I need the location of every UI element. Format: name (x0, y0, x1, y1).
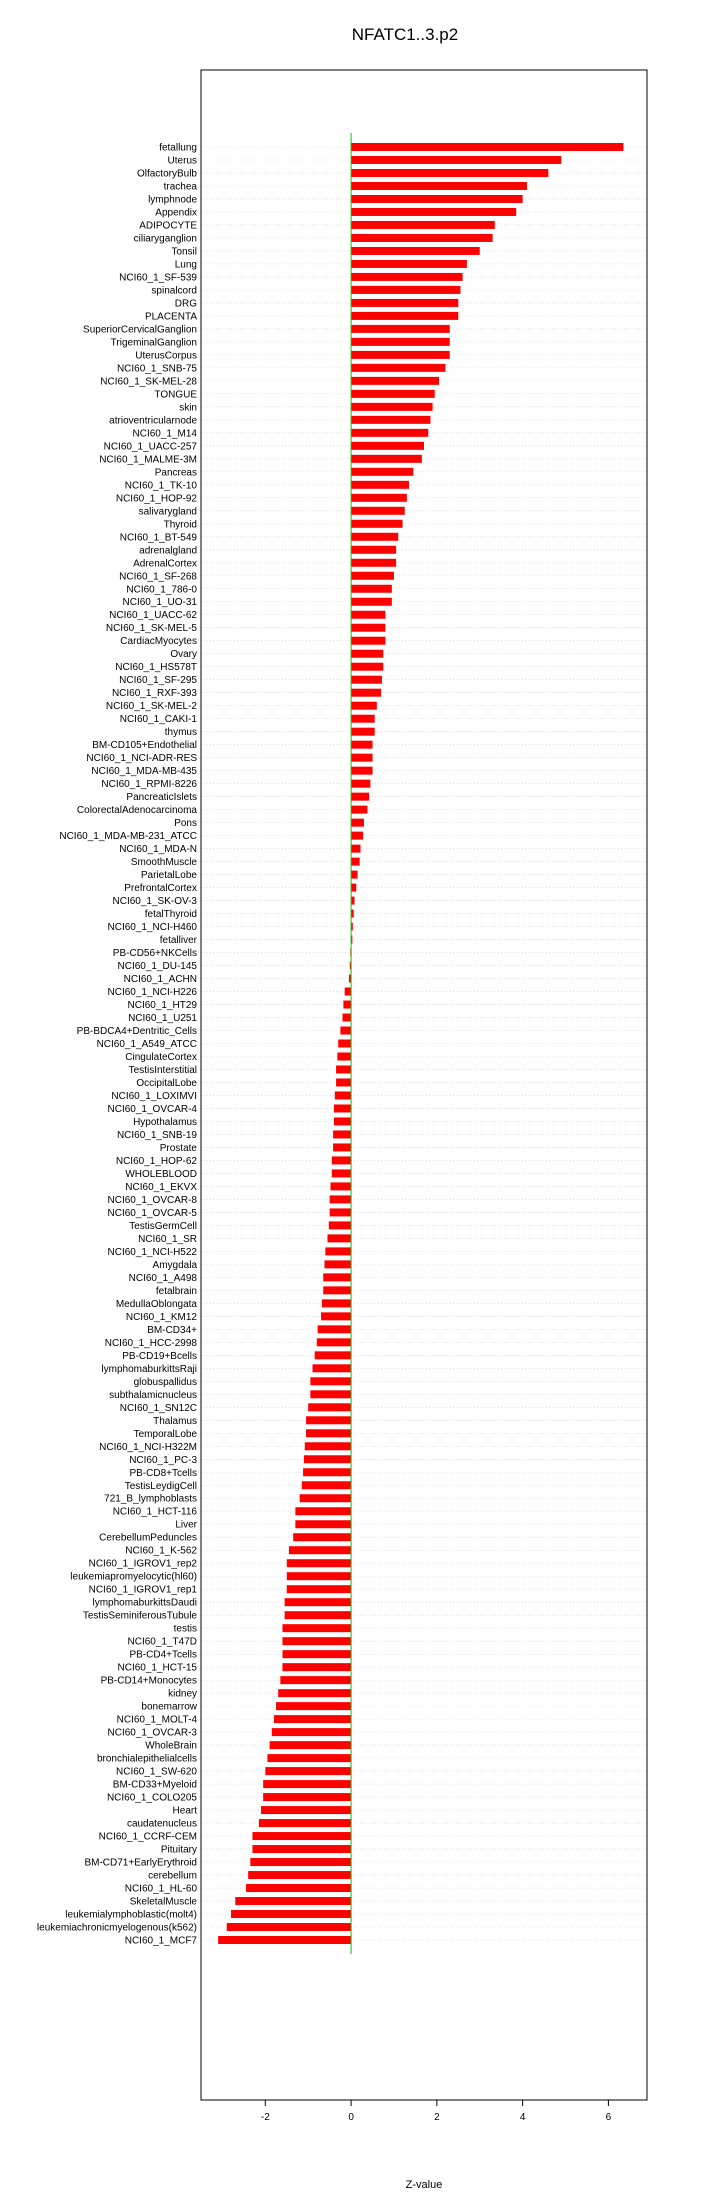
bar (302, 1481, 351, 1489)
category-label: leukemiapromyelocytic(hl60) (70, 1571, 197, 1583)
bar (330, 1195, 351, 1203)
category-label: ColorectalAdenocarcinoma (76, 805, 197, 817)
category-label: WHOLEBLOOD (125, 1168, 197, 1180)
bar (265, 1767, 351, 1775)
bar (351, 806, 367, 814)
bar (351, 819, 364, 827)
category-label: globuspallidus (133, 1376, 197, 1388)
bar (351, 338, 450, 346)
category-label: PB-CD4+Tcells (129, 1649, 197, 1661)
category-label: leukemiachronicmyelogenous(k562) (36, 1922, 197, 1934)
category-label: atrioventricularnode (109, 415, 197, 427)
category-label: Thalamus (153, 1415, 197, 1427)
category-label: Prostate (159, 1142, 197, 1154)
category-label: cerebellum (148, 1870, 197, 1882)
x-tick-label: 6 (605, 2112, 612, 2123)
bar (351, 156, 561, 164)
bar (351, 624, 385, 632)
bar (351, 546, 396, 554)
bar (351, 845, 360, 853)
category-label: BM-CD34+ (147, 1324, 197, 1336)
bar (287, 1572, 351, 1580)
bar (351, 598, 392, 606)
category-label: NCI60_1_T47D (127, 1636, 197, 1648)
category-label: NCI60_1_BT-549 (119, 532, 197, 544)
bar (263, 1780, 351, 1788)
bar (334, 1117, 351, 1125)
category-label: NCI60_1_MCF7 (124, 1935, 197, 1947)
category-label: Uterus (167, 155, 197, 167)
bar (235, 1897, 351, 1905)
category-label: WholeBrain (145, 1740, 197, 1752)
category-label: BM-CD105+Endothelial (92, 740, 197, 752)
category-label: NCI60_1_KM12 (125, 1311, 197, 1323)
category-label: NCI60_1_UACC-257 (103, 441, 197, 453)
category-label: NCI60_1_NCI-H226 (107, 987, 197, 999)
bar (351, 429, 428, 437)
category-label: spinalcord (151, 285, 197, 297)
bar (351, 325, 450, 333)
bar (293, 1533, 351, 1541)
category-label: NCI60_1_HCC-2998 (104, 1337, 197, 1349)
category-label: NCI60_1_CCRF-CEM (98, 1831, 197, 1843)
bar (315, 1351, 351, 1359)
bar (272, 1728, 351, 1736)
bar (285, 1611, 351, 1619)
category-label: Lung (174, 259, 197, 271)
category-label: Tonsil (171, 246, 197, 258)
category-label: testis (173, 1623, 197, 1635)
bar (328, 1234, 352, 1242)
category-label: NCI60_1_SNB-19 (116, 1129, 197, 1141)
category-label: NCI60_1_A498 (128, 1272, 197, 1284)
category-label: MedullaOblongata (115, 1298, 197, 1310)
category-label: skin (179, 402, 197, 414)
category-label: NCI60_1_HOP-92 (115, 493, 197, 505)
category-label: NCI60_1_MDA-MB-231_ATCC (59, 831, 197, 843)
bar (351, 403, 432, 411)
bar (282, 1663, 351, 1671)
category-label: NCI60_1_HT29 (127, 1000, 197, 1012)
bar (295, 1507, 351, 1515)
bar (351, 221, 495, 229)
category-label: TestisSeminiferousTubule (82, 1610, 197, 1622)
bar (343, 1001, 351, 1009)
bar (321, 1312, 351, 1320)
bar (351, 832, 363, 840)
category-label: NCI60_1_NCI-H322M (99, 1441, 197, 1453)
category-label: Pituitary (160, 1844, 197, 1856)
category-label: PrefrontalCortex (124, 883, 197, 895)
category-label: NCI60_1_OVCAR-5 (107, 1207, 197, 1219)
bar (270, 1741, 351, 1749)
bar (351, 169, 548, 177)
category-label: NCI60_1_OVCAR-4 (107, 1103, 197, 1115)
category-label: PB-CD8+Tcells (129, 1467, 197, 1479)
category-label: NCI60_1_SK-OV-3 (112, 896, 197, 908)
category-label: NCI60_1_786-0 (126, 584, 197, 596)
category-label: PB-CD56+NKCells (112, 948, 197, 960)
bar (351, 533, 398, 541)
bar (325, 1260, 352, 1268)
bar (289, 1546, 351, 1554)
bar (332, 1169, 351, 1177)
bar (351, 520, 402, 528)
bar (295, 1520, 351, 1528)
bar (278, 1689, 351, 1697)
category-label: fetalThyroid (144, 909, 197, 921)
category-label: UterusCorpus (135, 350, 197, 362)
bar (351, 208, 516, 216)
category-label: NCI60_1_MDA-N (119, 844, 197, 856)
category-label: caudatenucleus (126, 1818, 197, 1830)
category-label: Heart (172, 1805, 197, 1817)
bar (351, 663, 383, 671)
category-label: CerebellumPeduncles (99, 1532, 197, 1544)
category-label: TestisGermCell (129, 1220, 197, 1232)
category-label: NCI60_1_IGROV1_rep1 (88, 1584, 197, 1596)
bar (227, 1923, 351, 1931)
category-label: bronchialepithelialcells (96, 1753, 197, 1765)
bar (333, 1130, 351, 1138)
category-label: leukemialymphoblastic(molt4) (65, 1909, 197, 1921)
category-label: fetallung (159, 142, 197, 154)
category-label: fetalbrain (155, 1285, 197, 1297)
bar (310, 1390, 351, 1398)
bar (305, 1442, 351, 1450)
bar (231, 1910, 351, 1918)
category-label: CardiacMyocytes (120, 636, 197, 648)
category-label: OccipitalLobe (136, 1077, 197, 1089)
bar (351, 143, 623, 151)
category-label: Thyroid (163, 519, 197, 531)
category-label: Hypothalamus (133, 1116, 197, 1128)
category-label: NCI60_1_NCI-H522 (107, 1246, 197, 1258)
category-label: subthalamicnucleus (109, 1389, 197, 1401)
category-label: NCI60_1_NCI-H460 (107, 922, 197, 934)
bar (280, 1676, 351, 1684)
bar (351, 676, 382, 684)
bar (351, 286, 460, 294)
bar (306, 1416, 351, 1424)
bar (351, 260, 467, 268)
x-tick-label: 0 (348, 2112, 354, 2123)
category-label: NCI60_1_COLO205 (106, 1792, 197, 1804)
category-label: NCI60_1_EKVX (125, 1181, 197, 1193)
category-label: TestisInterstitial (128, 1064, 197, 1076)
bar (351, 442, 424, 450)
bar (351, 312, 458, 320)
category-label: NCI60_1_HOP-62 (115, 1155, 197, 1167)
category-label: PLACENTA (144, 311, 197, 323)
category-label: Liver (175, 1519, 197, 1531)
category-label: NCI60_1_RXF-393 (111, 688, 197, 700)
category-label: ParietalLobe (140, 870, 197, 882)
category-label: TestisLeydigCell (124, 1480, 197, 1492)
bar (287, 1559, 351, 1567)
bar (351, 767, 372, 775)
bar (252, 1832, 351, 1840)
bar (335, 1091, 351, 1099)
bar (351, 637, 385, 645)
category-label: TONGUE (154, 389, 197, 401)
bar (261, 1806, 351, 1814)
category-label: adrenalgland (139, 545, 197, 557)
bar (351, 572, 394, 580)
category-label: DRG (174, 298, 197, 310)
category-label: OlfactoryBulb (136, 168, 197, 180)
category-label: trachea (163, 181, 197, 193)
bar (351, 715, 375, 723)
bar (336, 1065, 351, 1073)
bar (323, 1286, 351, 1294)
category-label: Ovary (170, 649, 197, 661)
bar (263, 1793, 351, 1801)
bar (332, 1156, 351, 1164)
bar (336, 1078, 351, 1086)
x-axis-label: Z-value (405, 2179, 443, 2191)
category-label: bonemarrow (141, 1701, 197, 1713)
category-label: NCI60_1_NCI-ADR-RES (86, 753, 197, 765)
bar (248, 1871, 351, 1879)
bar (351, 650, 383, 658)
category-label: NCI60_1_SK-MEL-2 (105, 701, 197, 713)
bar (250, 1858, 351, 1866)
bar (322, 1299, 351, 1307)
bar (351, 234, 493, 242)
category-label: NCI60_1_SF-295 (119, 675, 197, 687)
category-label: NCI60_1_M14 (132, 428, 197, 440)
bar (267, 1754, 351, 1762)
category-label: NCI60_1_UACC-62 (109, 610, 197, 622)
bar (313, 1364, 352, 1372)
x-axis (261, 2100, 612, 2123)
category-label: PB-CD14+Monocytes (100, 1675, 197, 1687)
bar (308, 1403, 351, 1411)
category-label: NCI60_1_SF-539 (119, 272, 197, 284)
x-tick-label: 2 (434, 2112, 440, 2123)
bar (343, 1014, 352, 1022)
bar (331, 1182, 352, 1190)
bar (329, 1221, 351, 1229)
bar (351, 585, 392, 593)
bar (351, 780, 370, 788)
bar (351, 455, 422, 463)
category-label: NCI60_1_SK-MEL-5 (105, 623, 197, 635)
category-label: PB-BDCA4+Dentritic_Cells (76, 1026, 197, 1038)
bar (282, 1650, 351, 1658)
bar (310, 1377, 351, 1385)
category-label: NCI60_1_SR (138, 1233, 197, 1245)
bar (351, 351, 450, 359)
bar (259, 1819, 351, 1827)
category-label: NCI60_1_SN12C (119, 1402, 197, 1414)
bar (351, 559, 396, 567)
bar (351, 884, 356, 892)
category-label: Pons (174, 818, 197, 830)
bar (306, 1429, 351, 1437)
bar (345, 988, 351, 996)
category-label: NCI60_1_TK-10 (124, 480, 197, 492)
bar (351, 858, 360, 866)
bar (351, 702, 377, 710)
category-label: Amygdala (152, 1259, 197, 1271)
category-label: fetalliver (159, 935, 197, 947)
category-label: AdrenalCortex (133, 558, 197, 570)
category-label: NCI60_1_HCT-116 (112, 1506, 197, 1518)
bar (318, 1325, 351, 1333)
bar (285, 1598, 351, 1606)
category-label: PB-CD19+Bcells (122, 1350, 197, 1362)
bar (276, 1702, 351, 1710)
category-label: BM-CD71+EarlyErythroid (84, 1857, 197, 1869)
bar (330, 1208, 351, 1216)
category-label: Pancreas (154, 467, 197, 479)
bar (303, 1468, 351, 1476)
category-label: NCI60_1_SNB-75 (116, 363, 197, 375)
bar (274, 1715, 351, 1723)
bar (351, 611, 385, 619)
x-tick-label: -2 (260, 2112, 270, 2123)
bar (338, 1040, 351, 1048)
category-label: CingulateCortex (125, 1051, 197, 1063)
bar (351, 494, 407, 502)
bar (351, 871, 357, 879)
category-label: NCI60_1_SF-268 (119, 571, 197, 583)
bar (333, 1143, 351, 1151)
category-label: lymphnode (148, 194, 197, 206)
bar (351, 195, 523, 203)
category-label: SuperiorCervicalGanglion (83, 324, 197, 336)
bar (351, 273, 463, 281)
category-label: 721_B_lymphoblasts (104, 1493, 197, 1505)
category-label: TemporalLobe (133, 1428, 197, 1440)
bar (300, 1494, 351, 1502)
category-label: NCI60_1_K-562 (125, 1545, 197, 1557)
category-label: thymus (164, 727, 197, 739)
bar (351, 741, 372, 749)
category-label: NCI60_1_CAKI-1 (119, 714, 197, 726)
bar (304, 1455, 351, 1463)
category-label: NCI60_1_PC-3 (129, 1454, 197, 1466)
bar (351, 364, 445, 372)
bar (340, 1027, 351, 1035)
bar (337, 1052, 351, 1060)
category-label: NCI60_1_ACHN (123, 974, 197, 986)
bar (351, 377, 439, 385)
bar (351, 507, 405, 515)
bar (287, 1585, 351, 1593)
category-label: PancreaticIslets (126, 792, 197, 804)
bar (323, 1273, 351, 1281)
category-label: NCI60_1_OVCAR-8 (107, 1194, 197, 1206)
bar (351, 247, 480, 255)
bar (218, 1936, 351, 1944)
bar (351, 728, 375, 736)
bar (334, 1104, 351, 1112)
bar (351, 689, 381, 697)
bar (351, 299, 458, 307)
category-label: NCI60_1_DU-145 (117, 961, 197, 973)
bar (351, 182, 527, 190)
category-label: SmoothMuscle (130, 857, 197, 869)
category-label: NCI60_1_RPMI-8226 (101, 779, 197, 791)
category-label: NCI60_1_HS578T (115, 662, 197, 674)
bar (246, 1884, 351, 1892)
category-label: NCI60_1_MDA-MB-435 (91, 766, 197, 778)
bar (317, 1338, 351, 1346)
category-label: ADIPOCYTE (139, 220, 197, 232)
category-label: BM-CD33+Myeloid (112, 1779, 197, 1791)
bar (351, 481, 409, 489)
category-label: NCI60_1_HCT-15 (117, 1662, 197, 1674)
bar (252, 1845, 351, 1853)
category-label: kidney (168, 1688, 197, 1700)
category-label: Appendix (155, 207, 197, 219)
category-label: NCI60_1_SW-620 (116, 1766, 197, 1778)
bar (351, 793, 369, 801)
category-label: NCI60_1_MOLT-4 (116, 1714, 197, 1726)
bar (282, 1624, 351, 1632)
category-label: NCI60_1_LOXIMVI (111, 1090, 197, 1102)
category-labels (37, 143, 198, 1947)
bar (325, 1247, 351, 1255)
category-label: NCI60_1_MALME-3M (99, 454, 197, 466)
chart-title: NFATC1..3.p2 (351, 25, 459, 44)
category-label: NCI60_1_HL-60 (124, 1883, 197, 1895)
category-label: lymphomaburkittsRaji (101, 1363, 197, 1375)
bar (351, 416, 430, 424)
x-tick-label: 4 (519, 2112, 526, 2123)
category-label: lymphomaburkittsDaudi (92, 1597, 197, 1609)
category-label: NCI60_1_U251 (128, 1013, 197, 1025)
category-label: SkeletalMuscle (129, 1896, 197, 1908)
category-label: TrigeminalGanglion (110, 337, 197, 349)
category-label: ciliaryganglion (133, 233, 197, 245)
bar (282, 1637, 351, 1645)
category-label: salivarygland (138, 506, 197, 518)
category-label: NCI60_1_SK-MEL-28 (100, 376, 197, 388)
bar (351, 897, 354, 905)
bar (351, 468, 413, 476)
category-label: NCI60_1_A549_ATCC (96, 1039, 197, 1050)
category-label: NCI60_1_OVCAR-3 (107, 1727, 197, 1739)
bar (351, 390, 435, 398)
bar (351, 754, 372, 762)
category-label: NCI60_1_IGROV1_rep2 (88, 1558, 197, 1570)
category-label: NCI60_1_UO-31 (122, 597, 197, 609)
